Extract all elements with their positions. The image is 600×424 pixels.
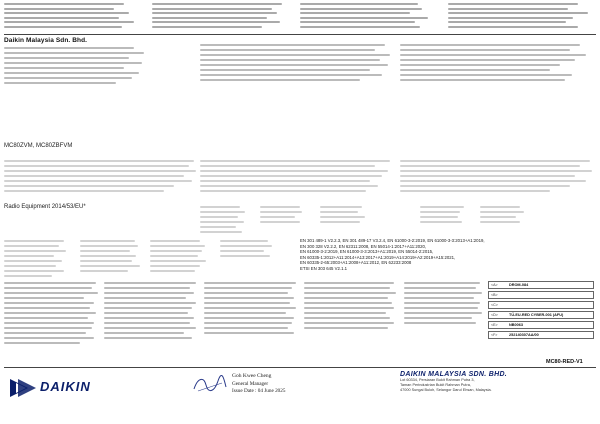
code-box-d: <D> TÜ-EU-RED CYBER-001 (AFU) [488, 311, 594, 319]
signature-mark [192, 373, 228, 395]
daikin-logo-mark [8, 377, 38, 399]
standard-line: EN 60335-2-65:2003+A1:2008+A11:2012, EN 62233:2008 [300, 260, 412, 266]
code-box-b: <B> [488, 291, 594, 299]
address-line: Lot 60334, Persiaran Bukit Rahman Putra 3, [400, 378, 475, 382]
signatory-role: General Manager [232, 381, 269, 387]
header-languages-col-3 [300, 3, 442, 31]
harmonised-standards [300, 238, 536, 272]
company-address-block [400, 371, 596, 393]
header-rule [4, 34, 596, 35]
address-line: 47000 Sungai Buloh, Selangor Darul Ehsan, Malaysia. [400, 388, 492, 392]
header-languages-col-1 [4, 3, 146, 31]
signatory-name: Goh Kwee Cheng [232, 373, 272, 379]
standard-line: EN 301 489-1 V2.2.3, EN 301 489-17 V3.2.4, EN 61000-3-2:2019, EN 61000-3-3:2013+A1:2019, [300, 238, 485, 243]
standard-line: EN 300 328 V2.2.2, EN 62311:2008, EN 55014-1:2017+A11:2020, [300, 243, 427, 249]
address-line: Taman Perindustrian Bukit Rahman Putra, [400, 383, 471, 387]
directive-name: Radio Equipment 2014/53/EU* [4, 204, 86, 210]
footer-rule [4, 367, 596, 368]
issue-date: Issue Date : 04 June 2025 [232, 388, 286, 394]
header-languages-col-2 [152, 3, 294, 31]
code-box-a: <A> DROM-084 [488, 281, 594, 289]
document-code: MC80-RED-V1 [546, 359, 583, 365]
header-languages-col-4 [448, 3, 590, 31]
standard-line: EN 60335-1:2012+A11:2014+A13:2017+A1:2019+A14:2019+A2:2019+A15:2021, [300, 254, 456, 260]
code-box-c: <C> [488, 301, 594, 309]
company-name: Daikin Malaysia Sdn. Bhd. [4, 37, 88, 44]
code-box-e: <E> NB0063 [488, 321, 594, 329]
standard-line: EN 61000-3-2:2019, EN 61000-3-3:2013+A1:2019, EN 55014-2:2015, [300, 249, 434, 255]
code-box-f: <F> 252140307AA/00 [488, 331, 594, 339]
daikin-logo [8, 377, 108, 399]
standard-line: ETSI EN 303 645 V2.1.1 [300, 265, 348, 271]
model-names: MC80ZVM, MC80ZBFVM [4, 143, 73, 149]
footer-company-name: DAIKIN MALAYSIA SDN. BHD. [400, 371, 508, 378]
daikin-logo-text: DAIKIN [40, 379, 91, 394]
